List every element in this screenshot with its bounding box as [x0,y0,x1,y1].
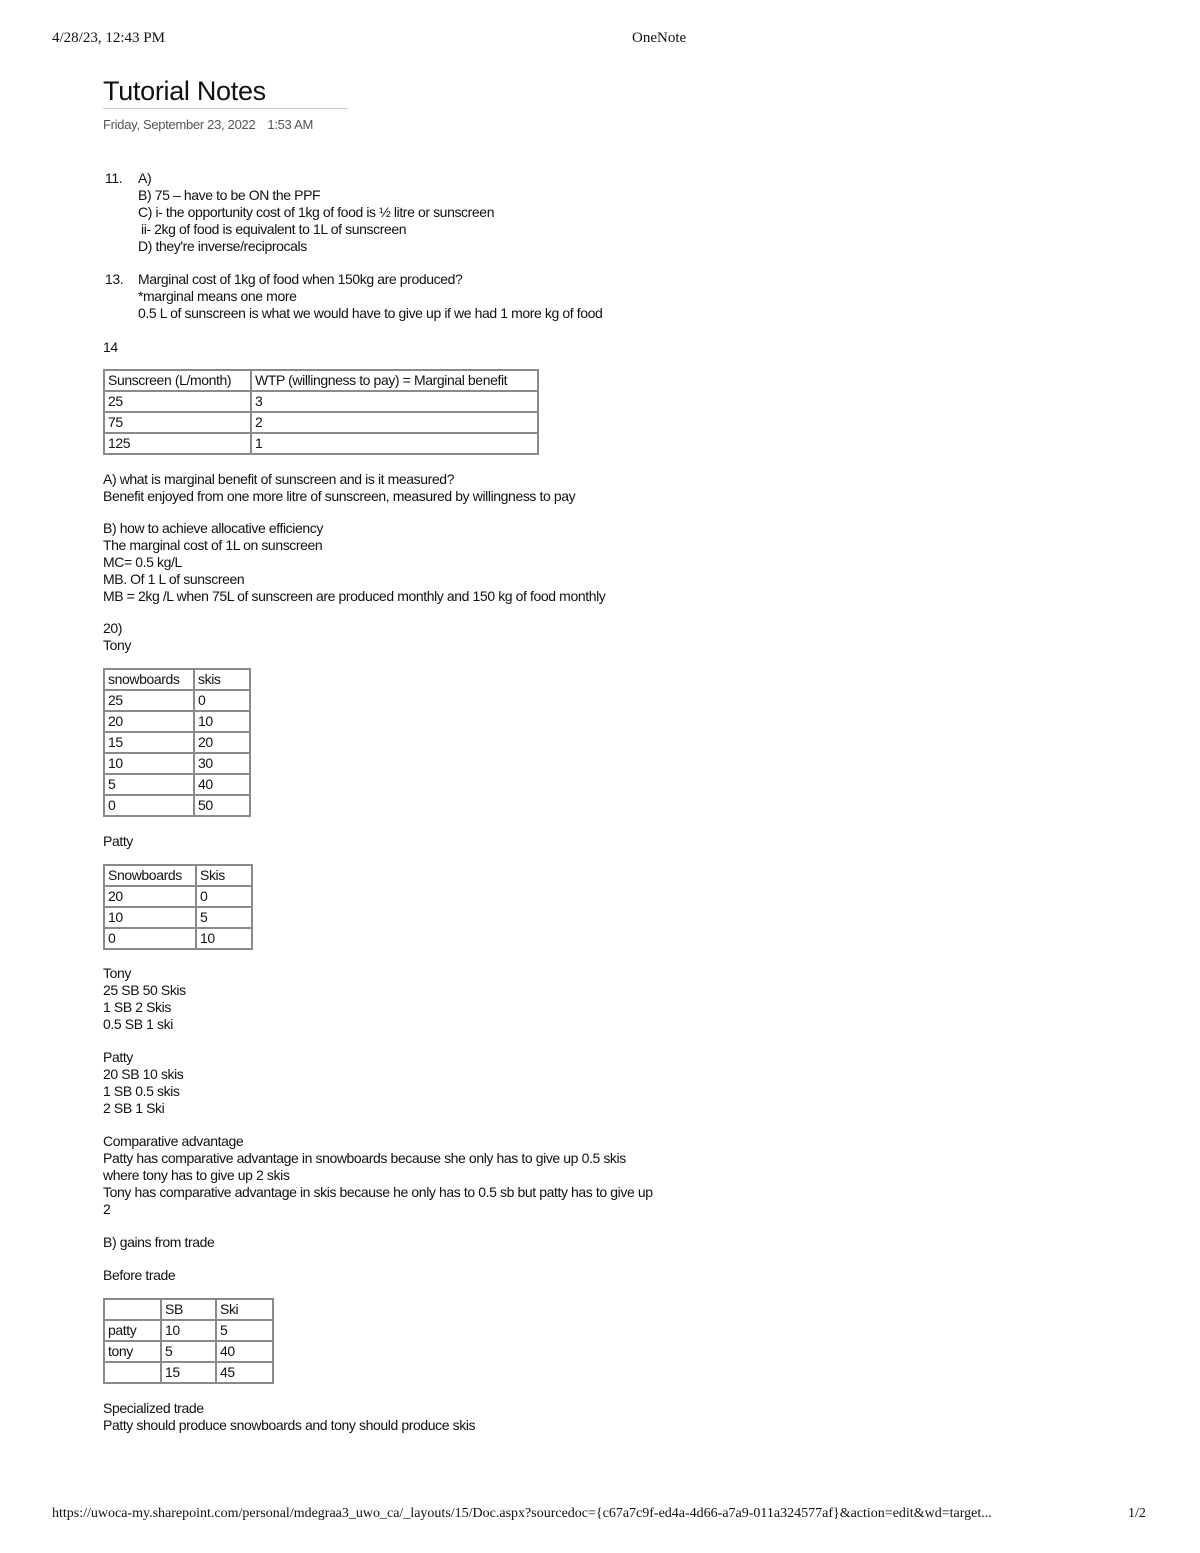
table-row [104,412,538,433]
note-line[interactable]: 1 SB 0.5 skis [103,1083,180,1099]
print-footer-url: https://uwoca-my.sharepoint.com/personal/mdegraa3_uwo_ca/_layouts/15/Doc.aspx?sourcedoc={c67a7c9f-ed4a-4d66-a7a9-011a324577af}&action=edit&wd=target... [52,1506,992,1521]
table-cell[interactable]: patty [104,1320,161,1341]
note-line[interactable]: MB = 2kg /L when 75L of sunscreen are produced monthly and 150 kg of food monthly [103,588,606,604]
note-line[interactable]: B) how to achieve allocative efficiency [103,520,323,536]
table-cell[interactable]: 1 [251,433,538,454]
table-cell[interactable]: 10 [104,753,194,774]
print-header-app-name: OneNote [632,30,687,46]
table-row [104,711,250,732]
table-cell[interactable]: 10 [161,1320,216,1341]
table-header-cell[interactable]: snowboards [104,669,194,690]
table-row [104,753,250,774]
table-row [104,1341,273,1362]
page-time: 1:53 AM [267,117,313,132]
table-header-row [104,865,252,886]
note-line[interactable]: MB. Of 1 L of sunscreen [103,571,245,587]
note-line[interactable]: 25 SB 50 Skis [103,982,186,998]
note-line[interactable]: Tony [103,965,131,981]
note-line[interactable]: 0.5 L of sunscreen is what we would have to give up if we had 1 more kg of food [138,305,603,321]
table-header-row [104,669,250,690]
note-line[interactable]: Marginal cost of 1kg of food when 150kg are produced? [138,271,463,287]
note-line[interactable]: Patty should produce snowboards and tony should produce skis [103,1417,476,1433]
table-row [104,774,250,795]
table-cell[interactable]: 45 [216,1362,273,1383]
table-header-row [104,370,538,391]
table-header-cell[interactable]: SB [161,1299,216,1320]
page-date: Friday, September 23, 2022 [103,117,256,132]
note-line[interactable]: The marginal cost of 1L on sunscreen [103,537,323,553]
table-cell[interactable]: 0 [196,886,252,907]
print-header-date: 4/28/23, 12:43 PM [52,30,165,46]
note-line[interactable]: Benefit enjoyed from one more litre of sunscreen, measured by willingness to pay [103,488,576,504]
table-row [104,1362,273,1383]
numbered-list [103,170,823,322]
table-cell[interactable]: 0 [104,928,196,949]
print-footer-page-number: 1/2 [1128,1506,1146,1521]
note-line[interactable]: A) [138,170,152,186]
note-line[interactable]: 0.5 SB 1 ski [103,1016,173,1032]
note-line[interactable]: 1 SB 2 Skis [103,999,171,1015]
table-row [104,433,538,454]
tony-ppf-table [103,668,251,817]
table-cell[interactable]: 15 [161,1362,216,1383]
note-line[interactable]: C) i- the opportunity cost of 1kg of food is ½ litre or sunscreen [138,204,495,220]
note-line[interactable]: Patty has comparative advantage in snowboards because she only has to give up 0.5 skis [103,1150,626,1166]
table-cell[interactable]: 20 [194,732,250,753]
table-row [104,928,252,949]
note-line[interactable]: 2 SB 1 Ski [103,1100,165,1116]
table-cell[interactable]: 40 [194,774,250,795]
table-header-cell[interactable]: Snowboards [104,865,196,886]
table-header-cell[interactable]: Sunscreen (L/month) [104,370,251,391]
table-cell[interactable]: 5 [161,1341,216,1362]
table-cell[interactable]: 2 [251,412,538,433]
table-cell[interactable]: 10 [104,907,196,928]
note-line[interactable]: Comparative advantage [103,1133,244,1149]
table-cell[interactable]: 20 [104,711,194,732]
table-cell[interactable]: 40 [216,1341,273,1362]
table-cell[interactable]: 15 [104,732,194,753]
sunscreen-table [103,369,539,455]
list-item-11[interactable] [103,170,823,255]
table-row [104,391,538,412]
list-spacer [103,255,823,271]
note-line[interactable]: 14 [103,339,118,355]
table-header-row [104,1299,273,1320]
table-row [104,1320,273,1341]
table-header-cell[interactable]: WTP (willingness to pay) = Marginal benefit [251,370,538,391]
table-row [104,732,250,753]
table-row [104,886,252,907]
table-cell[interactable]: 20 [104,886,196,907]
list-item-13[interactable] [103,271,823,322]
note-line[interactable]: Patty [103,1049,133,1065]
note-line[interactable]: ii- 2kg of food is equivalent to 1L of sunscreen [141,221,407,237]
note-page-content [103,74,823,1434]
table-cell[interactable]: 75 [104,412,251,433]
before-trade-table [103,1298,274,1384]
table-cell[interactable]: 25 [104,391,251,412]
table-row [104,907,252,928]
table-cell[interactable]: tony [104,1341,161,1362]
note-line[interactable]: where tony has to give up 2 skis [103,1167,290,1183]
table-cell[interactable]: 3 [251,391,538,412]
note-line[interactable]: MC= 0.5 kg/L [103,554,182,570]
table-cell[interactable] [104,1362,161,1383]
table-cell[interactable]: 25 [104,690,194,711]
note-line[interactable]: *marginal means one more [138,288,297,304]
table-header-cell[interactable]: Ski [216,1299,273,1320]
note-line[interactable]: Tony [103,637,131,653]
page-timestamp [103,116,823,133]
table-cell[interactable]: 125 [104,433,251,454]
note-line[interactable]: Specialized trade [103,1400,204,1416]
table-row [104,795,250,816]
patty-ppf-table [103,864,253,950]
note-line[interactable]: Tony has comparative advantage in skis because he only has to 0.5 sb but patty has to give up [103,1184,653,1200]
list-number: 13. [105,271,124,287]
table-header-cell[interactable]: skis [194,669,250,690]
note-line[interactable]: Patty [103,833,133,849]
table-cell[interactable]: 10 [194,711,250,732]
note-line[interactable]: A) what is marginal benefit of sunscreen and is it measured? [103,471,455,487]
table-header-cell[interactable] [104,1299,161,1320]
note-line[interactable]: D) they're inverse/reciprocals [138,238,307,254]
note-line[interactable]: Before trade [103,1267,176,1283]
table-header-cell[interactable]: Skis [196,865,252,886]
table-cell[interactable]: 0 [194,690,250,711]
table-cell[interactable]: 5 [196,907,252,928]
table-cell[interactable]: 0 [104,795,194,816]
table-cell[interactable]: 5 [216,1320,273,1341]
note-line[interactable]: 2 [103,1201,111,1217]
page-title[interactable]: Tutorial Notes [103,74,348,109]
note-line[interactable]: 20 SB 10 skis [103,1066,184,1082]
table-row [104,690,250,711]
note-line[interactable]: B) gains from trade [103,1234,215,1250]
list-number: 11. [105,170,123,186]
note-line[interactable]: B) 75 – have to be ON the PPF [138,187,321,203]
note-line[interactable]: 20) [103,620,123,636]
table-cell[interactable]: 5 [104,774,194,795]
table-cell[interactable]: 30 [194,753,250,774]
table-cell[interactable]: 10 [196,928,252,949]
table-cell[interactable]: 50 [194,795,250,816]
